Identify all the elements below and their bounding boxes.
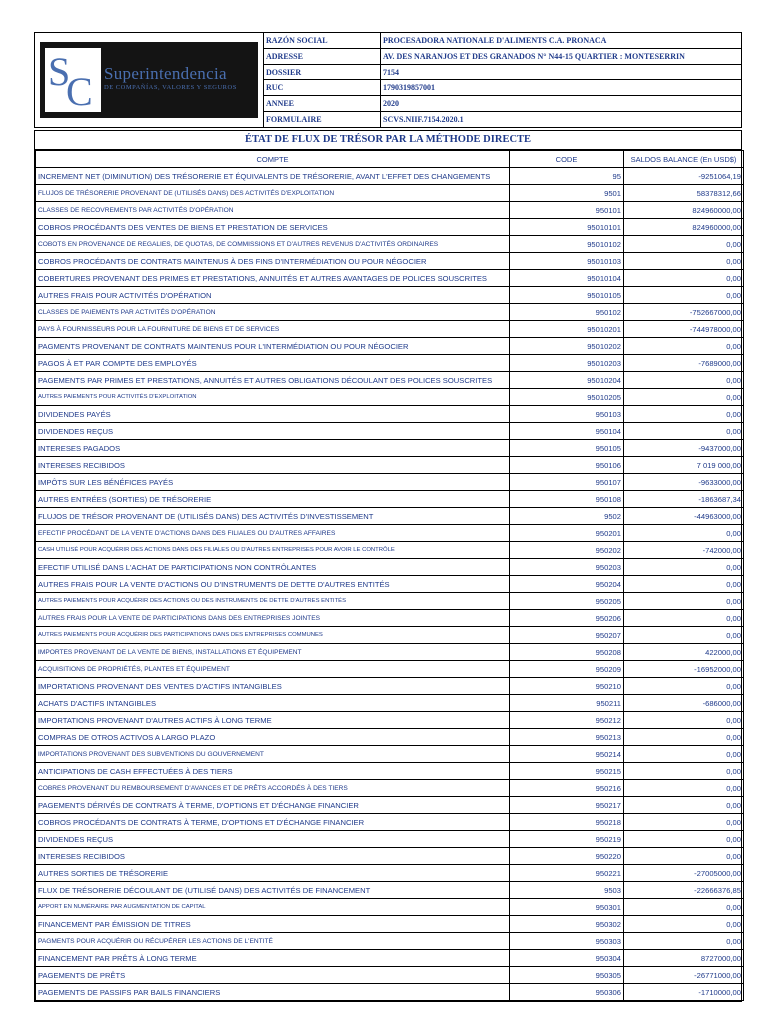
code-cell: 950215 bbox=[510, 763, 624, 780]
account-cell: PAGEMENTS DE PRÊTS bbox=[36, 967, 510, 984]
code-cell: 950101 bbox=[510, 202, 624, 219]
code-cell: 95010105 bbox=[510, 287, 624, 304]
account-cell: INCREMENT NET (DIMINUTION) DES TRÉSORERIE ET ÉQUIVALENTS DE TRÉSORERIE, AVANT L'EFFET DES CHANGEMENTS bbox=[36, 168, 510, 185]
account-cell: INTERESES RECIBIDOS bbox=[36, 848, 510, 865]
code-cell: 950218 bbox=[510, 814, 624, 831]
column-header-code: CODE bbox=[510, 151, 624, 168]
svg-text:C: C bbox=[66, 69, 93, 113]
cash-flow-table bbox=[35, 150, 744, 1001]
account-cell: PAGEMENTS PAR PRIMES ET PRESTATIONS, ANNUITÉS ET AUTRES OBLIGATIONS DÉCOULANT DES POLICES SOUSCRITES bbox=[36, 372, 510, 389]
table-row bbox=[36, 916, 744, 933]
balance-cell: 422000,00 bbox=[624, 644, 744, 661]
balance-cell: 0,00 bbox=[624, 236, 744, 253]
account-cell: IMPORTATIONS PROVENANT DES VENTES D'ACTIFS INTANGIBLES bbox=[36, 678, 510, 695]
account-cell: DIVIDENDES REÇUS bbox=[36, 831, 510, 848]
company-info bbox=[264, 33, 741, 127]
code-cell: 950211 bbox=[510, 695, 624, 712]
statement-page bbox=[34, 32, 742, 1002]
table-row bbox=[36, 695, 744, 712]
table-row bbox=[36, 525, 744, 542]
balance-cell: 0,00 bbox=[624, 270, 744, 287]
account-cell: AUTRES FRAIS POUR LA VENTE D'ACTIONS OU D'INSTRUMENTS DE DETTE D'AUTRES ENTITÉS bbox=[36, 576, 510, 593]
account-cell: AUTRES FRAIS POUR LA VENTE DE PARTICIPATIONS DANS DES ENTREPRISES JOINTES bbox=[36, 610, 510, 627]
account-cell: PAGEMENTS DE PASSIFS PAR BAILS FINANCIERS bbox=[36, 984, 510, 1001]
document-header bbox=[34, 32, 742, 128]
table-header-row bbox=[36, 151, 744, 168]
meta-row bbox=[264, 33, 741, 49]
table-row bbox=[36, 763, 744, 780]
column-header-account: COMPTE bbox=[36, 151, 510, 168]
account-cell: COBERTURES PROVENANT DES PRIMES ET PRESTATIONS, ANNUITÉS ET AUTRES AVANTAGES DE POLICES SOUSCRITES bbox=[36, 270, 510, 287]
account-cell: APPORT EN NUMÉRAIRE PAR AUGMENTATION DE CAPITAL bbox=[36, 899, 510, 916]
code-cell: 950302 bbox=[510, 916, 624, 933]
balance-cell: 0,00 bbox=[624, 627, 744, 644]
meta-row bbox=[264, 96, 741, 112]
table-row bbox=[36, 644, 744, 661]
balance-cell: -686000,00 bbox=[624, 695, 744, 712]
code-cell: 950106 bbox=[510, 457, 624, 474]
account-cell: PAGMENTS PROVENANT DE CONTRATS MAINTENUS POUR L'INTERMÉDIATION OU POUR NÉGOCIER bbox=[36, 338, 510, 355]
table-row bbox=[36, 355, 744, 372]
account-cell: IMPORTATIONS PROVENANT DES SUBVENTIONS DU GOUVERNEMENT bbox=[36, 746, 510, 763]
table-row bbox=[36, 423, 744, 440]
meta-row bbox=[264, 65, 741, 81]
table-row bbox=[36, 610, 744, 627]
table-row bbox=[36, 185, 744, 202]
table-row bbox=[36, 848, 744, 865]
table-row bbox=[36, 202, 744, 219]
code-cell: 950201 bbox=[510, 525, 624, 542]
account-cell: CLASSES DE RECOVREMENTS PAR ACTIVITÉS D'OPÉRATION bbox=[36, 202, 510, 219]
balance-cell: -9251064,19 bbox=[624, 168, 744, 185]
table-row bbox=[36, 559, 744, 576]
balance-cell: 0,00 bbox=[624, 287, 744, 304]
table-row bbox=[36, 236, 744, 253]
code-cell: 9501 bbox=[510, 185, 624, 202]
account-cell: PAGOS À ET PAR COMPTE DES EMPLOYÉS bbox=[36, 355, 510, 372]
balance-cell: 0,00 bbox=[624, 593, 744, 610]
code-cell: 95 bbox=[510, 168, 624, 185]
table-row bbox=[36, 542, 744, 559]
table-row bbox=[36, 389, 744, 406]
table-row bbox=[36, 508, 744, 525]
account-cell: COBOTS EN PROVENANCE DE REGALIES, DE QUOTAS, DE COMMISSIONS ET D'AUTRES REVENUS D'ACTIVITÉS ORDINAIRES bbox=[36, 236, 510, 253]
meta-row bbox=[264, 80, 741, 96]
code-cell: 950103 bbox=[510, 406, 624, 423]
code-cell: 95010201 bbox=[510, 321, 624, 338]
account-cell: COBROS PROCÉDANTS DE CONTRATS À TERME, D'OPTIONS ET D'ÉCHANGE FINANCIER bbox=[36, 814, 510, 831]
meta-value: SCVS.NIIF.7154.2020.1 bbox=[383, 115, 464, 125]
account-cell: COBROS PROCÉDANTS DE CONTRATS MAINTENUS À DES FINS D'INTERMÉDIATION OU POUR NÉGOCIER bbox=[36, 253, 510, 270]
code-cell: 950205 bbox=[510, 593, 624, 610]
code-cell: 950210 bbox=[510, 678, 624, 695]
balance-cell: 0,00 bbox=[624, 797, 744, 814]
code-cell: 95010104 bbox=[510, 270, 624, 287]
table-row bbox=[36, 797, 744, 814]
account-cell: IMPÔTS SUR LES BÉNÉFICES PAYÉS bbox=[36, 474, 510, 491]
account-cell: ACHATS D'ACTIFS INTANGIBLES bbox=[36, 695, 510, 712]
account-cell: AUTRES PAIEMENTS POUR ACQUÉRIR DES PARTICIPATIONS DANS DES ENTREPRISES COMMUNES bbox=[36, 627, 510, 644]
table-row bbox=[36, 474, 744, 491]
account-cell: DIVIDENDES REÇUS bbox=[36, 423, 510, 440]
balance-cell: 8727000,00 bbox=[624, 950, 744, 967]
statement-title: ÉTAT DE FLUX DE TRÉSOR PAR LA MÉTHODE DIRECTE bbox=[34, 130, 742, 150]
account-cell: COBROS PROCÉDANTS DES VENTES DE BIENS ET PRESTATION DE SERVICES bbox=[36, 219, 510, 236]
code-cell: 950102 bbox=[510, 304, 624, 321]
svg-text:S: S bbox=[48, 49, 71, 94]
account-cell: COBRES PROVENANT DU REMBOURSEMENT D'AVANCES ET DE PRÊTS ACCORDÉS À DES TIERS bbox=[36, 780, 510, 797]
account-cell: AUTRES PAIEMENTS POUR ACTIVITÉS D'EXPLOITATION bbox=[36, 389, 510, 406]
table-row bbox=[36, 746, 744, 763]
account-cell: IMPORTATIONS PROVENANT D'AUTRES ACTIFS À LONG TERME bbox=[36, 712, 510, 729]
table-row bbox=[36, 270, 744, 287]
table-row bbox=[36, 814, 744, 831]
table-row bbox=[36, 729, 744, 746]
account-cell: EFECTIF PROCÉDANT DE LA VENTE D'ACTIONS DANS DES FILIALES OU D'AUTRES AFFAIRES bbox=[36, 525, 510, 542]
code-cell: 95010102 bbox=[510, 236, 624, 253]
balance-cell: 0,00 bbox=[624, 933, 744, 950]
meta-value: PROCESADORA NATIONALE D'ALIMENTS C.A. PRONACA bbox=[383, 35, 607, 45]
table-row bbox=[36, 287, 744, 304]
account-cell: FLUX DE TRÉSORERIE DÉCOULANT DE (UTILISÉ DANS) DES ACTIVITÉS DE FINANCEMENT bbox=[36, 882, 510, 899]
balance-cell: 0,00 bbox=[624, 899, 744, 916]
code-cell: 950107 bbox=[510, 474, 624, 491]
balance-cell: 0,00 bbox=[624, 253, 744, 270]
balance-cell: 0,00 bbox=[624, 746, 744, 763]
column-header-balance: SALDOS BALANCE (En USD$) bbox=[624, 151, 744, 168]
code-cell: 9503 bbox=[510, 882, 624, 899]
table-row bbox=[36, 865, 744, 882]
balance-cell: -744978000,00 bbox=[624, 321, 744, 338]
code-cell: 95010103 bbox=[510, 253, 624, 270]
balance-cell: -1863687,34 bbox=[624, 491, 744, 508]
account-cell: AUTRES PAIEMENTS POUR ACQUÉRIR DES ACTIONS OU DES INSTRUMENTS DE DETTE D'AUTRES ENTITÉS bbox=[36, 593, 510, 610]
balance-cell: -9437000,00 bbox=[624, 440, 744, 457]
code-cell: 950217 bbox=[510, 797, 624, 814]
account-cell: PAGEMENTS DÉRIVÉS DE CONTRATS À TERME, D'OPTIONS ET D'ÉCHANGE FINANCIER bbox=[36, 797, 510, 814]
balance-cell: 0,00 bbox=[624, 729, 744, 746]
account-cell: FINANCEMENT PAR ÉMISSION DE TITRES bbox=[36, 916, 510, 933]
meta-key: DOSSIER bbox=[264, 65, 381, 80]
balance-cell: 0,00 bbox=[624, 406, 744, 423]
meta-key: ANNEE bbox=[264, 96, 381, 111]
table-row bbox=[36, 253, 744, 270]
meta-value: 7154 bbox=[383, 67, 399, 77]
meta-key: ADRESSE bbox=[264, 49, 381, 64]
sc-emblem-icon bbox=[44, 47, 102, 113]
meta-value: 2020 bbox=[383, 99, 399, 109]
code-cell: 950303 bbox=[510, 933, 624, 950]
account-cell: ANTICIPATIONS DE CASH EFFECTUÉES À DES TIERS bbox=[36, 763, 510, 780]
balance-cell: 0,00 bbox=[624, 712, 744, 729]
code-cell: 950207 bbox=[510, 627, 624, 644]
table-row bbox=[36, 899, 744, 916]
table-row bbox=[36, 457, 744, 474]
superintendencia-logo bbox=[40, 42, 258, 118]
meta-key: FORMULAIRE bbox=[264, 112, 381, 127]
code-cell: 95010101 bbox=[510, 219, 624, 236]
code-cell: 950203 bbox=[510, 559, 624, 576]
table-row bbox=[36, 984, 744, 1001]
account-cell: CASH UTILISÉ POUR ACQUÉRIR DES ACTIONS DANS DES FILIALES OU D'AUTRES ENTREPRISES POUR AVOIR LE CONTRÔLE bbox=[36, 542, 510, 559]
table-row bbox=[36, 678, 744, 695]
code-cell: 950108 bbox=[510, 491, 624, 508]
code-cell: 950213 bbox=[510, 729, 624, 746]
balance-cell: 0,00 bbox=[624, 338, 744, 355]
table-row bbox=[36, 321, 744, 338]
table-row bbox=[36, 593, 744, 610]
code-cell: 950104 bbox=[510, 423, 624, 440]
balance-cell: 824960000,00 bbox=[624, 219, 744, 236]
account-cell: AUTRES ENTRÉES (SORTIES) DE TRÉSORERIE bbox=[36, 491, 510, 508]
account-cell: CLASSES DE PAIEMENTS PAR ACTIVITÉS D'OPÉRATION bbox=[36, 304, 510, 321]
logo-title: Superintendencia bbox=[104, 64, 227, 83]
balance-cell: -7689000,00 bbox=[624, 355, 744, 372]
code-cell: 950214 bbox=[510, 746, 624, 763]
code-cell: 950206 bbox=[510, 610, 624, 627]
table-row bbox=[36, 372, 744, 389]
account-cell: COMPRAS DE OTROS ACTIVOS A LARGO PLAZO bbox=[36, 729, 510, 746]
code-cell: 950216 bbox=[510, 780, 624, 797]
meta-row bbox=[264, 49, 741, 65]
code-cell: 950301 bbox=[510, 899, 624, 916]
table-row bbox=[36, 219, 744, 236]
meta-key: RAZÓN SOCIAL bbox=[264, 33, 381, 48]
meta-row bbox=[264, 112, 741, 127]
table-row bbox=[36, 627, 744, 644]
statement-table-wrapper bbox=[34, 150, 742, 1002]
code-cell: 9502 bbox=[510, 508, 624, 525]
logo-cell bbox=[35, 33, 264, 127]
account-cell: EFECTIF UTILISÉ DANS L'ACHAT DE PARTICIPATIONS NON CONTRÔLANTES bbox=[36, 559, 510, 576]
balance-cell: 0,00 bbox=[624, 678, 744, 695]
code-cell: 95010202 bbox=[510, 338, 624, 355]
account-cell: FLUJOS DE TRÉSORERIE PROVENANT DE (UTILISÉS DANS) DES ACTIVITÉS D'EXPLOITATION bbox=[36, 185, 510, 202]
account-cell: AUTRES FRAIS POUR ACTIVITÉS D'OPÉRATION bbox=[36, 287, 510, 304]
table-row bbox=[36, 440, 744, 457]
code-cell: 950221 bbox=[510, 865, 624, 882]
account-cell: DIVIDENDES PAYÉS bbox=[36, 406, 510, 423]
code-cell: 950204 bbox=[510, 576, 624, 593]
table-row bbox=[36, 712, 744, 729]
account-cell: PAYS À FOURNISSEURS POUR LA FOURNITURE DE BIENS ET DE SERVICES bbox=[36, 321, 510, 338]
table-row bbox=[36, 950, 744, 967]
balance-cell: -742000,00 bbox=[624, 542, 744, 559]
account-cell: FLUJOS DE TRÉSOR PROVENANT DE (UTILISÉS DANS) DES ACTIVITÉS D'INVESTISSEMENT bbox=[36, 508, 510, 525]
code-cell: 950219 bbox=[510, 831, 624, 848]
balance-cell: -22666376,85 bbox=[624, 882, 744, 899]
table-row bbox=[36, 304, 744, 321]
balance-cell: 0,00 bbox=[624, 831, 744, 848]
table-row bbox=[36, 831, 744, 848]
account-cell: PAGMENTS POUR ACQUÉRIR OU RÉCUPÉRER LES ACTIONS DE L'ENTITÉ bbox=[36, 933, 510, 950]
code-cell: 950202 bbox=[510, 542, 624, 559]
meta-value: 1790319857001 bbox=[383, 83, 435, 93]
code-cell: 950306 bbox=[510, 984, 624, 1001]
logo-subtitle: DE COMPAÑÍAS, VALORES Y SEGUROS bbox=[104, 84, 237, 91]
account-cell: INTERESES PAGADOS bbox=[36, 440, 510, 457]
balance-cell: 58378312,66 bbox=[624, 185, 744, 202]
code-cell: 950209 bbox=[510, 661, 624, 678]
balance-cell: 0,00 bbox=[624, 372, 744, 389]
table-row bbox=[36, 967, 744, 984]
balance-cell: -44963000,00 bbox=[624, 508, 744, 525]
code-cell: 950105 bbox=[510, 440, 624, 457]
balance-cell: -26771000,00 bbox=[624, 967, 744, 984]
account-cell: AUTRES SORTIES DE TRÉSORERIE bbox=[36, 865, 510, 882]
table-row bbox=[36, 406, 744, 423]
code-cell: 950208 bbox=[510, 644, 624, 661]
table-row bbox=[36, 491, 744, 508]
balance-cell: 0,00 bbox=[624, 423, 744, 440]
balance-cell: 0,00 bbox=[624, 848, 744, 865]
code-cell: 95010203 bbox=[510, 355, 624, 372]
balance-cell: 0,00 bbox=[624, 576, 744, 593]
balance-cell: 7 019 000,00 bbox=[624, 457, 744, 474]
table-row bbox=[36, 882, 744, 899]
balance-cell: 0,00 bbox=[624, 780, 744, 797]
balance-cell: 0,00 bbox=[624, 389, 744, 406]
balance-cell: -27005000,00 bbox=[624, 865, 744, 882]
balance-cell: 824960000,00 bbox=[624, 202, 744, 219]
balance-cell: 0,00 bbox=[624, 610, 744, 627]
balance-cell: 0,00 bbox=[624, 916, 744, 933]
meta-key: RUC bbox=[264, 80, 381, 95]
code-cell: 950212 bbox=[510, 712, 624, 729]
table-row bbox=[36, 338, 744, 355]
code-cell: 950304 bbox=[510, 950, 624, 967]
account-cell: INTERESES RECIBIDOS bbox=[36, 457, 510, 474]
code-cell: 950220 bbox=[510, 848, 624, 865]
table-row bbox=[36, 661, 744, 678]
code-cell: 95010204 bbox=[510, 372, 624, 389]
balance-cell: 0,00 bbox=[624, 559, 744, 576]
balance-cell: -1710000,00 bbox=[624, 984, 744, 1001]
account-cell: FINANCEMENT PAR PRÊTS À LONG TERME bbox=[36, 950, 510, 967]
table-row bbox=[36, 780, 744, 797]
table-row bbox=[36, 168, 744, 185]
balance-cell: 0,00 bbox=[624, 525, 744, 542]
table-row bbox=[36, 576, 744, 593]
table-row bbox=[36, 933, 744, 950]
code-cell: 95010205 bbox=[510, 389, 624, 406]
meta-value: AV. DES NARANJOS ET DES GRANADOS N° N44-15 QUARTIER : MONTESERRIN bbox=[383, 51, 685, 61]
code-cell: 950305 bbox=[510, 967, 624, 984]
balance-cell: 0,00 bbox=[624, 763, 744, 780]
balance-cell: -752667000,00 bbox=[624, 304, 744, 321]
balance-cell: -9633000,00 bbox=[624, 474, 744, 491]
account-cell: IMPORTES PROVENANT DE LA VENTE DE BIENS, INSTALLATIONS ET ÉQUIPEMENT bbox=[36, 644, 510, 661]
balance-cell: 0,00 bbox=[624, 814, 744, 831]
balance-cell: -16952000,00 bbox=[624, 661, 744, 678]
account-cell: ACQUISITIONS DE PROPRIÉTÉS, PLANTES ET ÉQUIPEMENT bbox=[36, 661, 510, 678]
